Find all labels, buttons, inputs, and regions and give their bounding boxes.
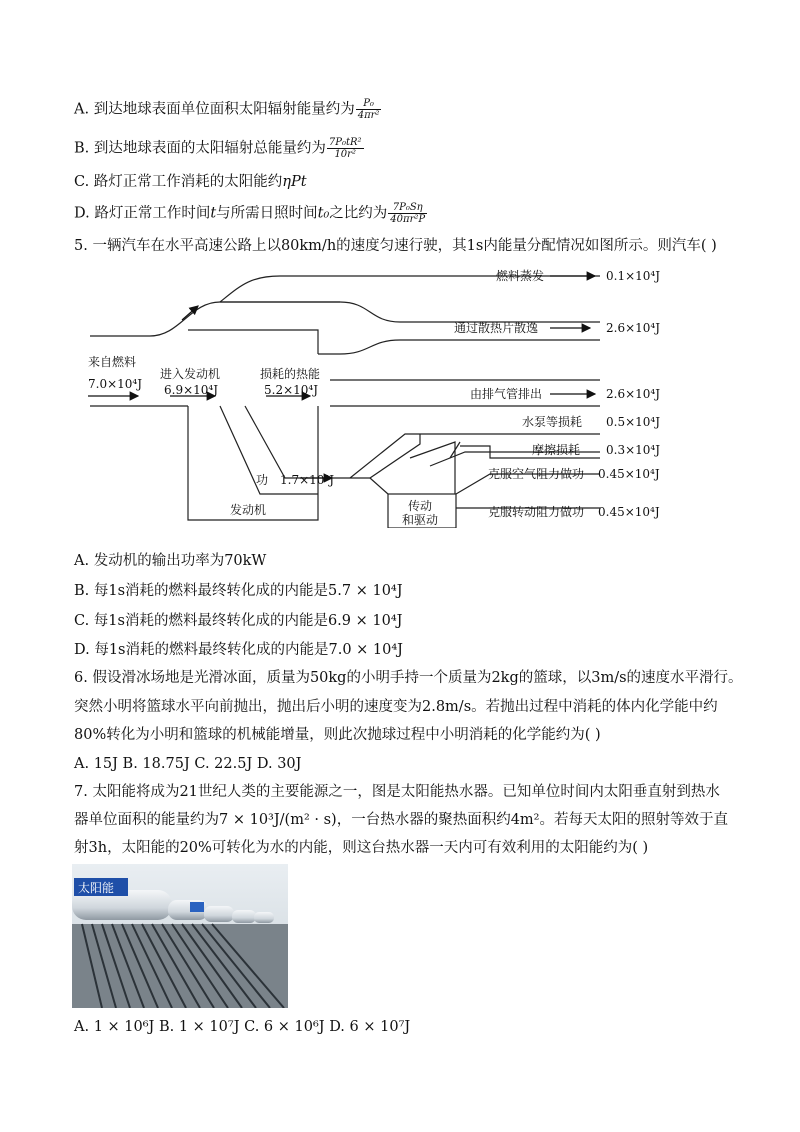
q7-stem-line-3: 射3h，太阳能的20%可转化为水的内能，则这台热水器一天内可有效利用的太阳能约为( ) bbox=[74, 840, 649, 856]
work-value: 1.7×10⁴J bbox=[280, 473, 335, 487]
fraction: $\frac{\text{7P₀tR²}}{\text{10r²}}$ bbox=[328, 137, 362, 160]
fraction: $\frac{\text{7P₀Sη}}{\text{40πr²P}}$ bbox=[390, 202, 426, 225]
drive-label-2: 和驱动 bbox=[402, 513, 439, 527]
q7-options: A. 1 × 10⁶J B. 1 × 10⁷J C. 6 × 10⁶J D. 6 × 10⁷J bbox=[74, 1019, 411, 1035]
option-label: C. bbox=[74, 174, 90, 190]
q4-option-c bbox=[74, 172, 307, 192]
q4-option-b bbox=[74, 137, 364, 160]
friction-value: 0.3×10⁴J bbox=[606, 443, 661, 457]
heat-label: 损耗的热能 bbox=[260, 367, 321, 381]
exhaust-value: 2.6×10⁴J bbox=[606, 387, 661, 401]
air-label: 克服空气阻力做功 bbox=[488, 467, 585, 481]
q5-option-b: B. 每1s消耗的燃料最终转化成的内能是5.7 × 10⁴J bbox=[74, 583, 403, 599]
q6-options: A. 15J B. 18.75J C. 22.5J D. 30J bbox=[74, 756, 302, 772]
engine-label: 发动机 bbox=[230, 503, 267, 517]
radiator-label: 通过散热片散逸 bbox=[454, 321, 539, 335]
q6-stem-line-2: 突然小明将篮球水平向前抛出，抛出后小明的速度变为2.8m/s。若抛出过程中消耗的体内化学能中约 bbox=[74, 699, 718, 715]
q5-stem: 5. 一辆汽车在水平高速公路上以80km/h的速度匀速行驶，其1s内能量分配情况如图所示。则汽车( ) bbox=[74, 238, 717, 254]
q6-stem-line-3: 80%转化为小明和篮球的机械能增量，则此次抛球过程中小明消耗的化学能约为( ) bbox=[74, 727, 601, 743]
math-expr: ηPt bbox=[282, 174, 307, 190]
pump-label: 水泵等损耗 bbox=[522, 415, 583, 429]
friction-label: 摩擦损耗 bbox=[532, 443, 581, 457]
engine-in-value: 6.9×10⁴J bbox=[164, 383, 219, 397]
heat-value: 5.2×10⁴J bbox=[264, 383, 319, 397]
engine-in-label: 进入发动机 bbox=[160, 367, 221, 381]
exhaust-label: 由排气管排出 bbox=[470, 387, 543, 401]
option-label: B. bbox=[74, 140, 90, 157]
option-text: 路灯正常工作消耗的太阳能约 bbox=[93, 174, 283, 190]
option-text: 到达地球表面单位面积太阳辐射能量约为 bbox=[93, 101, 355, 118]
q6-stem-line-1: 6. 假设滑冰场地是光滑冰面，质量为50kg的小明手持一个质量为2kg的篮球，以3m/s的速度水平滑行。 bbox=[74, 670, 743, 686]
rolling-label: 克服转动阻力做功 bbox=[488, 505, 585, 519]
pump-value: 0.5×10⁴J bbox=[606, 415, 661, 429]
option-label: D. bbox=[74, 205, 90, 222]
q7-stem-line-2: 器单位面积的能量约为7 × 10³J/(m² · s)，一台热水器的聚热面积约4m²。若每天太阳的照射等效于直 bbox=[74, 812, 728, 828]
option-text: 到达地球表面的太阳辐射总能量约为 bbox=[93, 140, 326, 157]
fuel-value: 7.0×10⁴J bbox=[88, 377, 143, 391]
q5-option-c: C. 每1s消耗的燃料最终转化成的内能是6.9 × 10⁴J bbox=[74, 613, 403, 629]
evap-label: 燃料蒸发 bbox=[496, 269, 545, 283]
q4-option-d: D. 路灯正常工作时间t与所需日照时间t₀之比约为 $\frac{\text{7P₀Sη}}{\text{40πr²P}}$ bbox=[74, 202, 426, 225]
flow-lines bbox=[90, 276, 600, 528]
air-value: 0.45×10⁴J bbox=[598, 467, 660, 481]
evap-value: 0.1×10⁴J bbox=[606, 269, 661, 283]
radiator-value: 2.6×10⁴J bbox=[606, 321, 661, 335]
q5-option-a: A. 发动机的输出功率为70kW bbox=[74, 553, 267, 569]
q7-stem-line-1: 7. 太阳能将成为21世纪人类的主要能源之一，图是太阳能热水器。已知单位时间内太阳垂直射到热水 bbox=[74, 784, 720, 800]
fraction: $\frac{\text{P₀}}{\text{4πr²}}$ bbox=[357, 98, 380, 121]
brand-text: 太阳能 bbox=[78, 881, 115, 895]
option-label: A. bbox=[74, 101, 90, 118]
energy-flow-diagram bbox=[70, 258, 670, 528]
fuel-label: 来自燃料 bbox=[88, 355, 137, 369]
q5-option-d: D. 每1s消耗的燃料最终转化成的内能是7.0 × 10⁴J bbox=[74, 642, 403, 658]
q4-option-a bbox=[74, 98, 381, 121]
rolling-value: 0.45×10⁴J bbox=[598, 505, 660, 519]
drive-label: 传动 bbox=[408, 499, 433, 513]
solar-water-heater-photo bbox=[72, 864, 288, 1008]
work-label: 功 bbox=[256, 473, 269, 487]
